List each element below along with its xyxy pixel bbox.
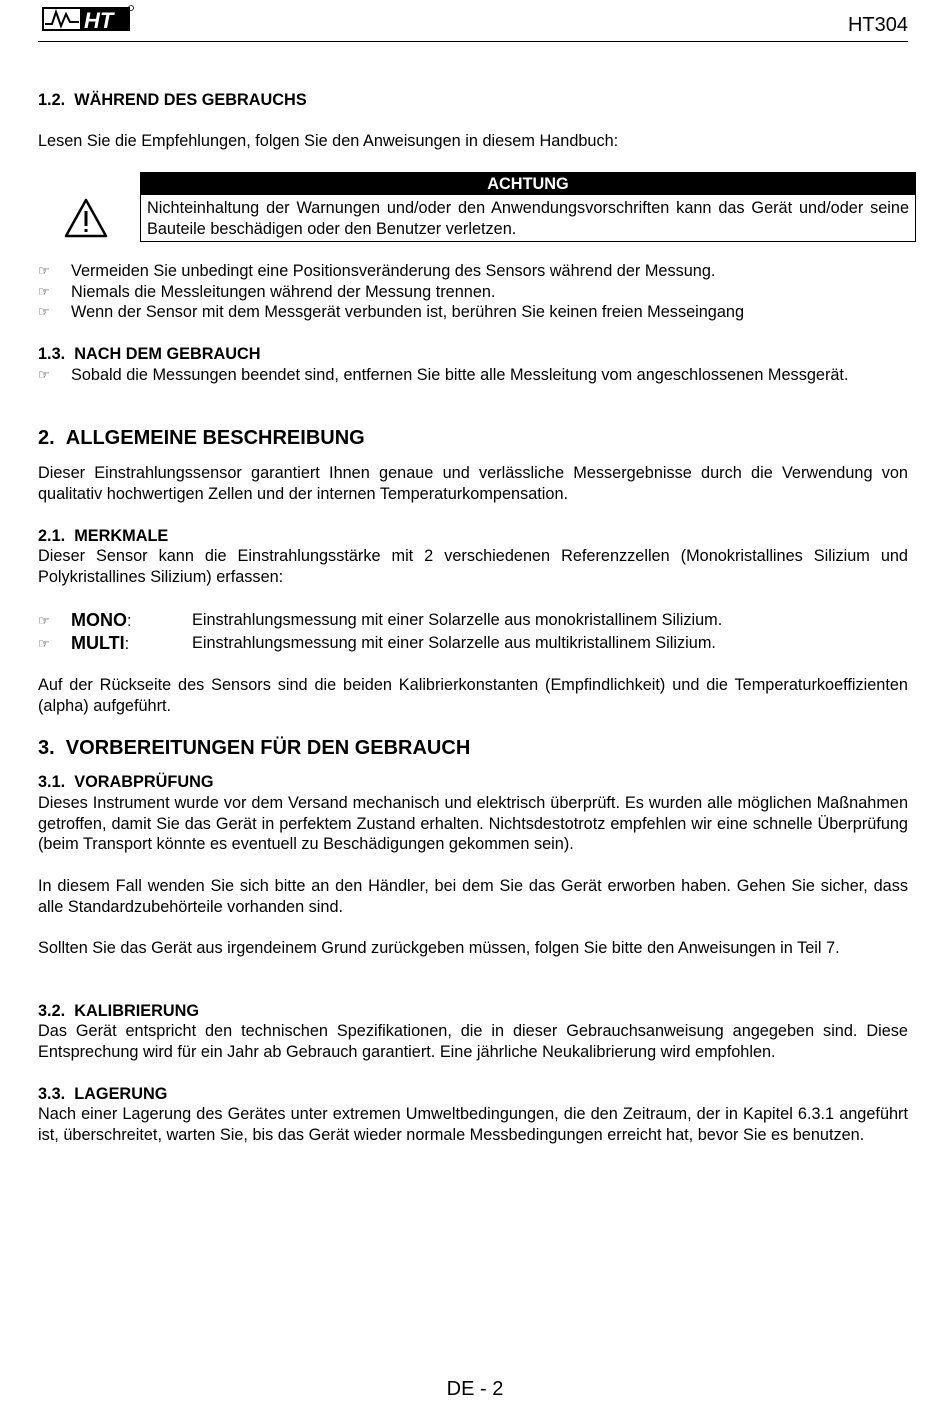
feature-desc: Einstrahlungsmessung mit einer Solarzelle aus multikristallinem Silizium. <box>192 634 716 652</box>
warning-title: ACHTUNG <box>141 173 915 195</box>
section-1-2-bullets <box>38 261 908 323</box>
section-3-3-text: Nach einer Lagerung des Gerätes unter extremen Umweltbedingungen, die den Zeitraum, der in Kapitel 6.3.1 angeführt ist, überschreitet, warten Sie, bis das Gerät wieder normale Messbedingungen erreicht hat, bevor Sie es benutzen. <box>38 1105 908 1144</box>
section-3-2-title: 3.2. KALIBRIERUNG <box>38 1002 200 1020</box>
section-2-1-title: 2.1. MERKMALE <box>38 527 169 545</box>
warning-triangle-icon <box>64 198 108 238</box>
section-3-1-p1: Dieses Instrument wurde vor dem Versand mechanisch und elektrisch überprüft. Es wurden alle möglichen Maßnahmen getroffen, damit Sie das Gerät in perfektem Zustand erhalten. Nichtsdestotrotz empfehlen wir eine schnelle Überprüfung (beim Transport könnte es eventuell zu Beschädigungen gekommen sein). <box>38 794 908 854</box>
section-3-1-title: 3.1. VORABPRÜFUNG <box>38 773 214 791</box>
section-3-3-title: 3.3. LAGERUNG <box>38 1085 168 1103</box>
pointing-hand-icon: ☞ <box>38 283 50 299</box>
list-item: ☞ Vermeiden Sie unbedingt eine Positionsveränderung des Sensors während der Messung. <box>38 262 716 280</box>
pointing-hand-icon: ☞ <box>38 636 50 651</box>
page-header <box>38 0 908 42</box>
section-1-2-intro: Lesen Sie die Empfehlungen, folgen Sie den Anweisungen in diesem Handbuch: <box>38 132 619 150</box>
list-item: ☞ Sobald die Messungen beendet sind, entfernen Sie bitte alle Messleitung vom angeschlossenen Messgerät. <box>38 366 849 384</box>
section-3-title: 3. VORBEREITUNGEN FÜR DEN GEBRAUCH <box>38 737 471 759</box>
section-1-3-bullets <box>38 365 908 386</box>
section-1-2-title: 1.2. WÄHREND DES GEBRAUCHS <box>38 91 307 109</box>
list-item: ☞ Wenn der Sensor mit dem Messgerät verbunden ist, berühren Sie keinen freien Messeingang <box>38 303 745 322</box>
section-2-1-after: Auf der Rückseite des Sensors sind die beiden Kalibrierkonstanten (Empfindlichkeit) und die Temperaturkoeffizienten (alpha) aufgeführt. <box>38 676 908 715</box>
section-2-title: 2. ALLGEMEINE BESCHREIBUNG <box>38 427 365 449</box>
section-3-1-p3: Sollten Sie das Gerät aus irgendeinem Grund zurückgeben müssen, folgen Sie bitte den Anweisungen in Teil 7. <box>38 939 840 957</box>
ht-logo <box>42 4 134 32</box>
list-item: ☞ Niemals die Messleitungen während der Messung trennen. <box>38 282 496 301</box>
pointing-hand-icon: ☞ <box>38 613 50 628</box>
feature-term: MONO <box>71 610 127 630</box>
svg-text:HT: HT <box>84 8 114 32</box>
feature-desc: Einstrahlungsmessung mit einer Solarzelle aus monokristallinem Silizium. <box>192 611 723 629</box>
warning-text: Nichteinhaltung der Warnungen und/oder den Anwendungsvorschriften kann das Gerät und/oder seine Bauteile beschädigen oder den Benutzer verletzen. <box>147 199 909 238</box>
section-2-1-text: Dieser Sensor kann die Einstrahlungsstärke mit 2 verschiedenen Referenzzellen (Monokristallines Silizium und Polykristallines Silizium) erfassen: <box>38 547 908 586</box>
section-2-text: Dieser Einstrahlungssensor garantiert Ihnen genaue und verlässliche Messergebnisse durch die Verwendung von qualitativ hochwertigen Zellen und der internen Temperaturkompensation. <box>38 464 908 503</box>
section-3-1-p2: In diesem Fall wenden Sie sich bitte an den Händler, bei dem Sie das Gerät erworben haben. Gehen Sie sicher, dass alle Standardzubehörteile vorhanden sind. <box>38 877 908 916</box>
section-3-2-text: Das Gerät entspricht den technischen Spezifikationen, die in dieser Gebrauchsanweisung angegeben sind. Diese Entsprechung wird für ein Jahr ab Gebrauch garantiert. Eine jährliche Neukalibrierung wird empfohlen. <box>38 1022 908 1061</box>
section-1-3-title: 1.3. NACH DEM GEBRAUCH <box>38 345 261 363</box>
pointing-hand-icon: ☞ <box>38 263 50 278</box>
page-number: DE - 2 <box>446 1378 504 1400</box>
document-code: HT304 <box>847 14 908 36</box>
feature-term: MULTI <box>71 633 125 653</box>
pointing-hand-icon: ☞ <box>38 304 50 320</box>
pointing-hand-icon: ☞ <box>38 367 50 382</box>
warning-box <box>140 172 916 242</box>
